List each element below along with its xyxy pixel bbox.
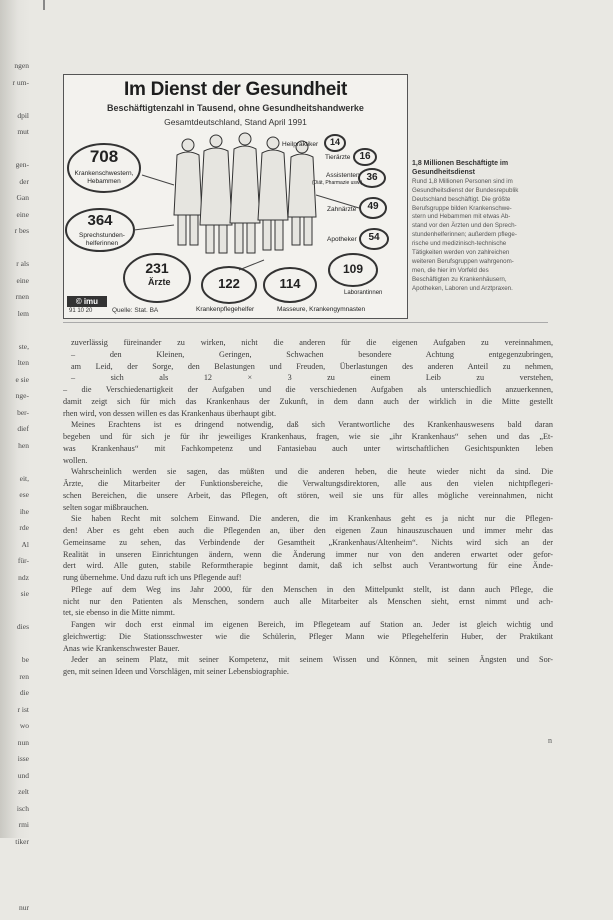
value-krankenschwestern: 708 (86, 147, 122, 167)
body-line: – die Verschiedenartigkeit der Aufgaben und die verschiedenen Aufgaben als unterschiedlich anzuerkennen, (63, 384, 553, 396)
body-line: tet, sie ebenso in die Mitte nimmt. (63, 607, 553, 619)
figure-2 (200, 135, 232, 253)
label-sprechstundenhelferinnen: Sprechstunden-helferinnen (74, 232, 130, 247)
caption-line: Beschäftigten zu Krankenhäusern, (412, 276, 550, 285)
body-line: wollen. (63, 455, 553, 467)
figure-3 (230, 133, 260, 253)
value-tieraerzte: 16 (356, 151, 374, 162)
label-tieraerzte: Tierärzte (325, 154, 350, 162)
value-masseure: 114 (273, 276, 307, 291)
caption-line: rische und medizinisch-technische (412, 240, 550, 249)
graphic-code: 91 10 20 (69, 308, 92, 314)
margin-fragment: ndz (1, 574, 29, 591)
margin-fragment (1, 871, 29, 888)
margin-fragment (1, 640, 29, 657)
value-assistenten: 36 (362, 172, 382, 183)
caption-line: stand vor den Ärzten und den Sprech- (412, 222, 550, 231)
margin-fragment: nur (1, 904, 29, 920)
imu-logo-text: imu (84, 297, 98, 306)
margin-fragment: nge- (1, 392, 29, 409)
imu-logo (67, 296, 107, 307)
margin-fragment: ihe (1, 508, 29, 525)
figure-4 (258, 137, 288, 250)
body-line: rhen wird, von dessen willen es das Krankenhaus überhaupt gibt. (63, 408, 553, 420)
margin-fragment: und (1, 772, 29, 789)
margin-fragment: r ist (1, 706, 29, 723)
caption-heading: 1,8 Millionen Beschäftigte im Gesundheitsdienst (412, 160, 550, 178)
body-line: gen, mit seinen Ideen und Vorschlägen, mit seiner Lebensbiographie. (63, 666, 553, 678)
margin-fragment: Al (1, 541, 29, 558)
body-text (63, 337, 553, 678)
label-masseure: Masseure, Krankengymnasten (277, 306, 365, 314)
margin-fragment: gen- (1, 161, 29, 178)
margin-fragment: dpil (1, 112, 29, 129)
value-zahnaerzte: 49 (363, 201, 383, 212)
margin-fragment (1, 887, 29, 904)
margin-fragment: r als (1, 260, 29, 277)
margin-fragment: lten (1, 359, 29, 376)
divider (63, 322, 548, 323)
margin-fragment: zelt (1, 788, 29, 805)
margin-fragment: e sie (1, 376, 29, 393)
label-krankenschwestern: Krankenschwestern, Hebammen (72, 170, 136, 185)
value-heilpraktiker: 14 (326, 137, 344, 147)
caption-line: stundenhelferinnen; außerdem pflege- (412, 231, 550, 240)
infographic (63, 74, 408, 319)
margin-fragment: ste, (1, 343, 29, 360)
body-line: Gemeinsame zu sehen, das Verbindende der Gesamtheit „Krankenhaus/Altenheim“. Nichts wird sich an der (63, 537, 553, 549)
caption-line: Apotheken, Laboren und Arztpraxen. (412, 285, 550, 294)
body-line: begeben und für sich je für ihr jeweiliges Krankenhaus, fragen, wie sie „ihr Krankenhaus“ sehen und das „Et- (63, 431, 553, 443)
body-line: Anas wie Krankenschwester Bauer. (63, 643, 553, 655)
caption-line: Tätigkeiten werden von zahlreichen (412, 249, 550, 258)
margin-fragment: die (1, 689, 29, 706)
body-line: – den Kleinen, Geringen, Schwachen besondere Achtung entgegenzubringen, (63, 349, 553, 361)
margin-fragment: ese (1, 491, 29, 508)
label-assistenten-sub: (Diät, Pharmazie usw.) (312, 180, 362, 188)
margin-fragment (1, 145, 29, 162)
margin-fragment: der (1, 178, 29, 195)
margin-fragment: ber- (1, 409, 29, 426)
margin-fragment: eine (1, 277, 29, 294)
margin-fragment: eit, (1, 475, 29, 492)
body-line: Wahrscheinlich werden sie sagen, das müßten und die anderen heben, die heute wieder nicht da sind. Die (63, 466, 553, 478)
margin-fragment: hen (1, 442, 29, 459)
figure-1 (174, 139, 202, 245)
margin-fragment (1, 854, 29, 871)
infographic-scope: Gesamtdeutschland, Stand April 1991 (64, 117, 407, 127)
body-line: zuverlässig füreinander zu wirken, nicht die anderen für die eigenen Aufgaben zu vereinnahmen, (63, 337, 553, 349)
label-assistenten: Assistenten (326, 172, 360, 180)
body-line: rung übernehme. Und dazu ruft ich uns Pflegende auf! (63, 572, 553, 584)
figure-5 (288, 141, 316, 245)
infographic-title: Im Dienst der Gesundheit (64, 79, 407, 101)
margin-fragment: r bes (1, 227, 29, 244)
caption-line: weiteren Berufsgruppen wahrgenom- (412, 258, 550, 267)
margin-fragment: Gan (1, 194, 29, 211)
body-line: den! Aber es geht eben auch die Pflegenden an, über den eigenen Zaun hinauszuschauen und immer mehr das (63, 525, 553, 537)
margin-fragment (1, 244, 29, 261)
body-line: Jeder an seinem Platz, mit seiner Kompetenz, mit seinem Wissen und Können, mit seinen Ängsten und Sor- (63, 654, 553, 666)
body-line: dert wird. Alle guten, stabile Reformtherapie beginnt damit, daß ich selbst auch Verantwortung für eine Ände- (63, 560, 553, 572)
body-line: was Krankenhaus“ mit Fachkompetenz und Fantasiebau auch unter wirtschaftlichen Gesichtspunkten leben (63, 443, 553, 455)
body-line: Meines Erachtens ist es dringend notwendig, daß sich Verantwortliche des Krankenhauswesens bald daran (63, 419, 553, 431)
value-apotheker: 54 (364, 232, 384, 243)
value-krankenpflegehelfer: 122 (212, 276, 246, 291)
margin-fragment: wo (1, 722, 29, 739)
margin-fragment: be (1, 656, 29, 673)
body-line: am Leid, der Sorge, den Belastungen und Freuden, Überlastungen des anderen Anteil zu nehmen, (63, 361, 553, 373)
body-line: damit zeigt sich für mich das Krankenhaus der Zukunft, in dem dann auch der wirklich in die Mitte gestellt (63, 396, 553, 408)
margin-fragment (1, 458, 29, 475)
body-line: – sich als 12 × 3 zu einem Leib zu verstehen, (63, 372, 553, 384)
margin-fragment: isch (1, 805, 29, 822)
caption-line: Rund 1,8 Millionen Personen sind im (412, 178, 550, 187)
margin-fragment: nun (1, 739, 29, 756)
previous-page-margin (1, 62, 29, 920)
caption-line: Gesundheitsdienst der Bundesrepublik (412, 187, 550, 196)
caption-line: Deutschland beschäftigt. Die größte (412, 196, 550, 205)
margin-fragment (1, 326, 29, 343)
margin-fragment (1, 95, 29, 112)
margin-fragment: für- (1, 557, 29, 574)
caption-line: men, die hier im Vorfeld des (412, 267, 550, 276)
margin-fragment: isse (1, 755, 29, 772)
margin-fragment: ngen (1, 62, 29, 79)
label-laborantinnen: Laborantinnen (344, 290, 382, 298)
margin-fragment: eine (1, 211, 29, 228)
caption-line: stern und Hebammen mit etwas Ab- (412, 213, 550, 222)
page-number: n (548, 736, 552, 745)
margin-fragment: dief (1, 425, 29, 442)
caption-sidebar (412, 160, 550, 294)
infographic-subtitle: Beschäftigtenzahl in Tausend, ohne Gesundheitshandwerke (64, 103, 407, 113)
binder-mark (43, 0, 45, 10)
margin-fragment: tiker (1, 838, 29, 855)
copyright-icon: © (76, 297, 82, 306)
margin-fragment: r um- (1, 79, 29, 96)
margin-fragment: dies (1, 623, 29, 640)
body-line: nicht nur den Patienten als Menschen, sondern auch alle Mitarbeiter als Menschen sieht, ernst nimmt und ach- (63, 596, 553, 608)
body-line: schen Bereichen, die unsere Arbeit, das Pflegen, oft stören, weil sie uns für alles mögliche vereinnahmen, nicht (63, 490, 553, 502)
label-heilpraktiker: Heilpraktiker (282, 141, 318, 149)
graphic-source: Quelle: Stat. BA (112, 307, 158, 314)
margin-fragment: rmi (1, 821, 29, 838)
body-line: gleichwertig: Die Stationsschwester wie die Schülerin, Pfleger Mann wie Pflegehelferin Huber, der Praktikant (63, 631, 553, 643)
value-laborantinnen: 109 (336, 262, 370, 276)
body-line: Pflege auf dem Weg ins Jahr 2000, für den Menschen in den Mittelpunkt stellt, ist dann auch Pflege, die (63, 584, 553, 596)
margin-fragment (1, 607, 29, 624)
margin-fragment: rnen (1, 293, 29, 310)
label-aerzte: Ärzte (148, 279, 171, 287)
body-line: Fangen wir doch erst einmal im eigenen Bereich, im Pflegeteam auf Station an. Jeder ist gleich wichtig und (63, 619, 553, 631)
margin-fragment: sie (1, 590, 29, 607)
label-zahnaerzte: Zahnärzte (327, 206, 356, 214)
value-aerzte: 231 (140, 260, 174, 276)
margin-fragment: ren (1, 673, 29, 690)
value-sprechstundenhelferinnen: 364 (82, 212, 118, 229)
caption-line: Berufsgruppe bilden Krankenschwe- (412, 205, 550, 214)
staff-figures (174, 133, 316, 253)
body-line: selten sogar mißbrauchen. (63, 502, 553, 514)
margin-fragment: mut (1, 128, 29, 145)
body-line: Ärzte, die Mitarbeiter der Funktionsbereiche, die Verwaltungsdirektoren, alle aus den vielen nichtpflegeri- (63, 478, 553, 490)
margin-fragment: rde (1, 524, 29, 541)
label-apotheker: Apotheker (327, 236, 357, 244)
body-line: Realität in unseren Einrichtungen ändern, wenn die Änderung immer nur von den anderen erwartet oder gefor- (63, 549, 553, 561)
caption-body (412, 178, 550, 294)
body-line: Sie haben Recht mit solchem Einwand. Die anderen, die im Krankenhaus geht es ja nicht nur die Pflegen- (63, 513, 553, 525)
margin-fragment: lem (1, 310, 29, 327)
label-krankenpflegehelfer: Krankenpflegehelfer (196, 306, 254, 314)
